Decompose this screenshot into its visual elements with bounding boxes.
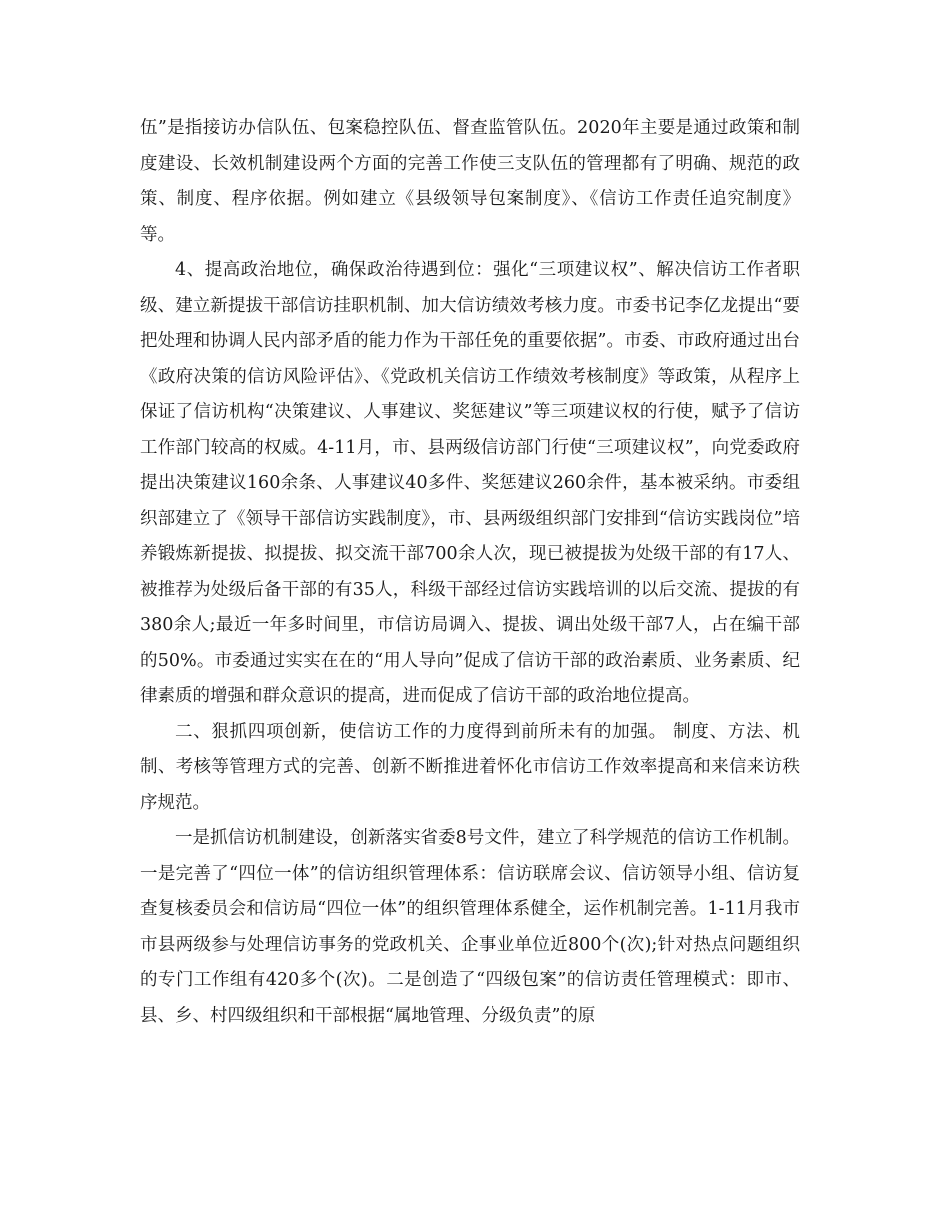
paragraph-4: 一是抓信访机制建设，创新落实省委8号文件，建立了科学规范的信访工作机制。一是完善了“四位一体”的信访组织管理体系：信访联席会议、信访领导小组、信访复查复核委员会和信访局“四位一体”的组织管理体系健全，运作机制完善。1-11月我市市县两级参与处理信访事务的党政机关、企事业单位近800个(次);针对热点问题组织的专门工作组有420多个(次)。二是创造了“四级包案”的信访责任管理模式：即市、县、乡、村四级组织和干部根据“属地管理、分级负责”的原 bbox=[140, 828, 800, 1026]
paragraph-1: 伍”是指接访办信队伍、包案稳控队伍、督查监管队伍。2020年主要是通过政策和制度建设、长效机制建设两个方面的完善工作使三支队伍的管理都有了明确、规范的政策、制度、程序依据。例如建立《县级领导包案制度》、《信访工作责任追究制度》等。 bbox=[140, 118, 800, 245]
paragraph-2: 4、提高政治地位，确保政治待遇到位：强化“三项建议权”、解决信访工作者职级、建立新提拔干部信访挂职机制、加大信访绩效考核力度。市委书记李亿龙提出“要把处理和协调人民内部矛盾的能力作为干部任免的重要依据”。市委、市政府通过出台《政府决策的信访风险评估》、《党政机关信访工作绩效考核制度》等政策，从程序上保证了信访机构“决策建议、人事建议、奖惩建议”等三项建议权的行使，赋予了信访工作部门较高的权威。4-11月，市、县两级信访部门行使“三项建议权”，向党委政府提出决策建议160余条、人事建议40多件、奖惩建议260余件，基本被采纳。市委组织部建立了《领导干部信访实践制度》，市、县两级组织部门安排到“信访实践岗位”培养锻炼新提拔、拟提拔、拟交流干部700余人次，现已被提拔为处级干部的有17人、被推荐为处级后备干部的有35人，科级干部经过信访实践培训的以后交流、提拔的有380余人;最近一年多时间里，市信访局调入、提拔、调出处级干部7人，占在编干部的50%。市委通过实实在在的“用人导向”促成了信访干部的政治素质、业务素质、纪律素质的增强和群众意识的提高，进而促成了信访干部的政治地位提高。 bbox=[140, 260, 800, 706]
paragraph-3: 二、狠抓四项创新，使信访工作的力度得到前所未有的加强。 制度、方法、机制、考核等管理方式的完善、创新不断推进着怀化市信访工作效率提高和来信来访秩序规范。 bbox=[140, 721, 800, 813]
document-body bbox=[140, 111, 800, 1034]
